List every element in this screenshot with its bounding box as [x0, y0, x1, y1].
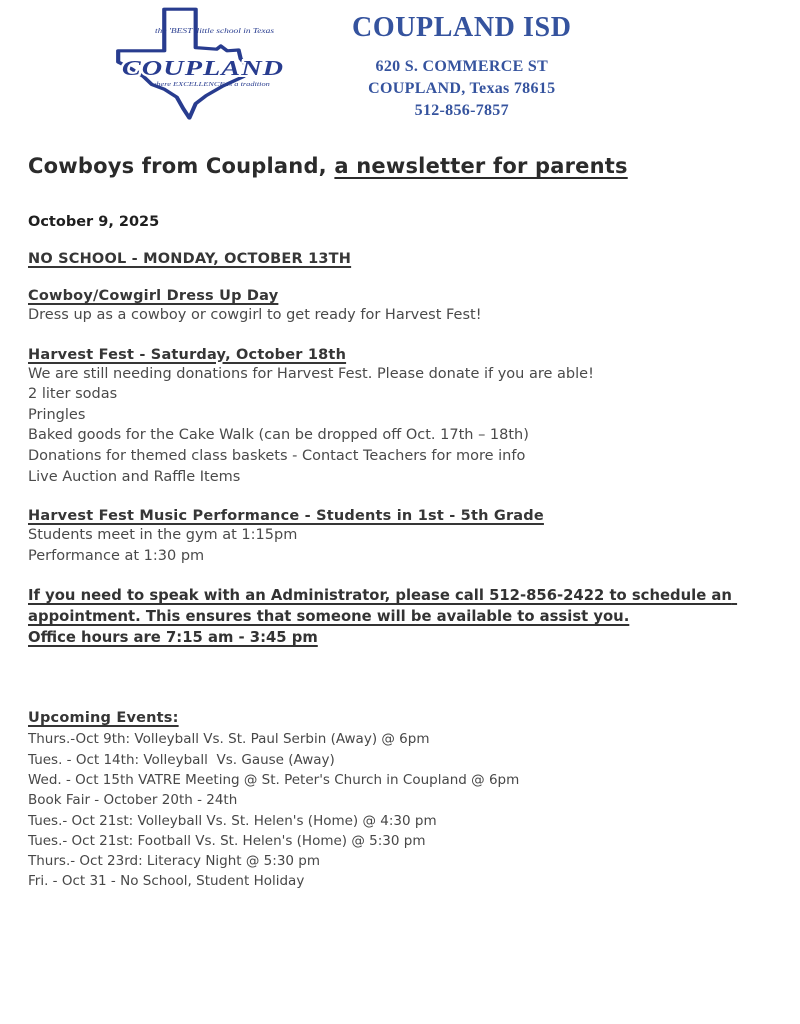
page-title-main: Cowboys from Coupland, — [28, 154, 327, 178]
upcoming-events-heading: Upcoming Events: — [28, 710, 179, 727]
dress-up-body: Dress up as a cowboy or cowgirl to get ready for Harvest Fest! — [28, 307, 482, 323]
district-address-line2: COUPLAND, Texas 78615 — [368, 80, 556, 97]
donation-item: Pringles — [28, 406, 86, 423]
page-title — [28, 154, 770, 178]
district-name: COUPLAND ISD — [352, 12, 572, 43]
upcoming-events-section — [28, 710, 770, 891]
administrator-notice-line: Office hours are 7:15 am - 3:45 pm — [28, 629, 318, 647]
district-phone: 512-856-7857 — [414, 102, 509, 119]
event-item: Tues.- Oct 21st: Football Vs. St. Helen's (Home) @ 5:30 pm — [28, 832, 426, 849]
donation-item: Live Auction and Raffle Items — [28, 468, 241, 485]
logo-tagline-top: the 'BEST' little school in Texas — [155, 27, 275, 35]
event-item: Tues.- Oct 21st: Volleyball Vs. St. Helen's (Home) @ 4:30 pm — [28, 812, 437, 829]
upcoming-events-list — [28, 729, 770, 891]
harvest-fest-heading: Harvest Fest - Saturday, October 18th — [28, 346, 347, 363]
logo-tagline-bottom: where EXCELLENCE is a tradition — [150, 79, 270, 88]
dress-up-section — [28, 288, 770, 326]
donation-item: 2 liter sodas — [28, 386, 118, 403]
donation-item: Donations for themed class baskets - Contact Teachers for more info — [28, 447, 526, 464]
logo-wordmark: COUPLAND — [121, 56, 285, 80]
event-item: Tues. - Oct 14th: Volleyball Vs. Gause (Away) — [28, 751, 335, 768]
masthead — [28, 6, 770, 126]
page-title-underlined: a newsletter for parents — [334, 154, 628, 178]
event-item: Book Fair - October 20th - 24th — [28, 792, 238, 809]
music-performance-heading: Harvest Fest Music Performance - Students in 1st - 5th Grade — [28, 508, 544, 525]
event-item: Thurs.- Oct 23rd: Literacy Night @ 5:30 pm — [28, 853, 321, 870]
event-item: Thurs.-Oct 9th: Volleyball Vs. St. Paul Serbin (Away) @ 6pm — [28, 731, 430, 748]
district-address-line1: 620 S. COMMERCE ST — [375, 58, 549, 75]
newsletter-date: October 9, 2025 — [28, 214, 160, 230]
donation-item: Baked goods for the Cake Walk (can be dropped off Oct. 17th – 18th) — [28, 427, 529, 444]
music-performance-lines — [28, 525, 770, 566]
harvest-donation-list — [28, 384, 770, 487]
administrator-notice — [28, 585, 770, 648]
administrator-notice-line: If you need to speak with an Administrator, please call 512-856-2422 to schedule an appointment. This ensures that someone will be available to assist you. — [28, 587, 738, 626]
music-detail-line: Students meet in the gym at 1:15pm — [28, 527, 298, 544]
dress-up-heading: Cowboy/Cowgirl Dress Up Day — [28, 288, 279, 304]
no-school-heading: NO SCHOOL - MONDAY, OCTOBER 13TH — [28, 251, 352, 267]
harvest-fest-intro: We are still needing donations for Harvest Fest. Please donate if you are able! — [28, 365, 594, 382]
music-performance-section — [28, 508, 770, 566]
district-info — [352, 6, 572, 122]
event-item: Wed. - Oct 15th VATRE Meeting @ St. Peter's Church in Coupland @ 6pm — [28, 771, 520, 788]
event-item: Fri. - Oct 31 - No School, Student Holiday — [28, 873, 305, 890]
music-detail-line: Performance at 1:30 pm — [28, 547, 205, 564]
texas-outline-icon — [114, 6, 292, 126]
district-logo — [114, 6, 292, 126]
harvest-fest-section — [28, 347, 770, 488]
